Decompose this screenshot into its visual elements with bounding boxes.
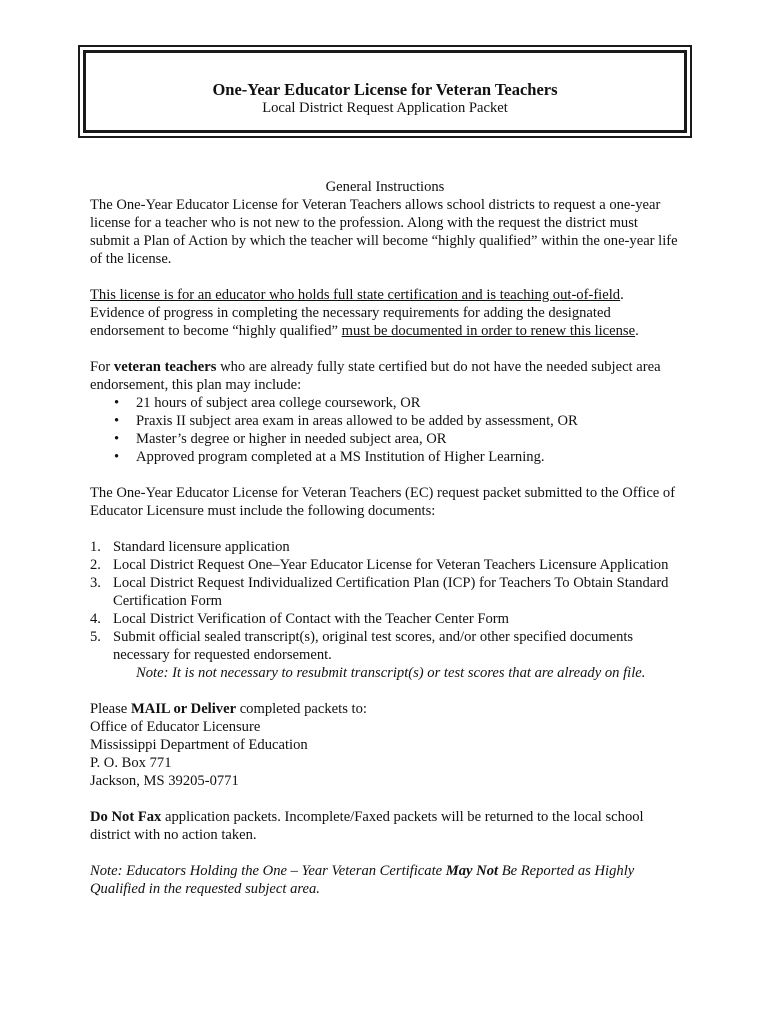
document-title: One-Year Educator License for Veteran Teachers (212, 80, 558, 99)
list-number: 1. (90, 539, 101, 555)
list-number: 2. (90, 557, 101, 573)
highly-qualified-note (90, 862, 680, 898)
transcripts-note: Note: It is not necessary to resubmit transcript(s) or test scores that are already on file. (136, 665, 646, 681)
list-item (90, 556, 680, 574)
bullet-icon: • (114, 395, 120, 411)
list-item (90, 394, 680, 412)
intro-paragraph: The One-Year Educator License for Veteran Teachers allows school districts to request a one-year license for a teacher who is not new to the profession. Along with the request the district must submit a Plan of Action by which the teacher will become “highly qualified” within the one-year life of the license. (90, 197, 678, 267)
address-line: P. O. Box 771 (90, 755, 172, 771)
license-requirement-underlined: This license is for an educator who holds full state certification and is teaching out-of-field (90, 287, 621, 303)
document-text: Local District Request Individualized Certification Plan (ICP) for Teachers To Obtain Standard Certification Form (113, 575, 669, 609)
mailing-address-block (90, 700, 680, 790)
list-item (90, 430, 680, 448)
list-item (90, 448, 680, 466)
veteran-teachers-paragraph (90, 358, 680, 394)
plan-option-text: Praxis II subject area exam in areas allowed to be added by assessment, OR (136, 413, 578, 429)
bullet-icon: • (114, 413, 120, 429)
plan-option-text: Master’s degree or higher in needed subject area, OR (136, 431, 447, 447)
address-line: Office of Educator Licensure (90, 719, 261, 735)
section-heading-general-instructions: General Instructions (325, 179, 445, 195)
document-text: Local District Request One–Year Educator License for Veteran Teachers Licensure Application (113, 557, 669, 573)
veteran-teachers-bold: veteran teachers (113, 359, 217, 375)
final-note-after: Be Reported as Highly Qualified in the requested subject area. (90, 863, 635, 897)
mail-text-after: completed packets to: (236, 701, 367, 717)
list-item (90, 412, 680, 430)
list-item (90, 628, 680, 664)
address-line: Jackson, MS 39205-0771 (90, 773, 239, 789)
address-line: Mississippi Department of Education (90, 737, 308, 753)
document-body (90, 178, 680, 916)
license-requirement-paragraph (90, 286, 680, 340)
veteran-text-after: who are already fully state certified but do not have the needed subject area endorsement, this plan may include: (90, 359, 661, 393)
bullet-icon: • (114, 449, 120, 465)
do-not-fax-text: application packets. Incomplete/Faxed packets will be returned to the local school district with no action taken. (90, 809, 644, 843)
final-note-before: Note: Educators Holding the One – Year Veteran Certificate (90, 863, 446, 879)
do-not-fax-paragraph (90, 808, 680, 844)
list-number: 5. (90, 629, 101, 645)
plan-option-text: 21 hours of subject area college coursework, OR (136, 395, 421, 411)
packet-requirements-paragraph: The One-Year Educator License for Veteran Teachers (EC) request packet submitted to the Office of Educator Licensure must include the following documents: (90, 485, 676, 519)
renewal-requirement-underlined: must be documented in order to renew this license (341, 323, 636, 339)
required-documents-list (90, 538, 680, 664)
document-subtitle: Local District Request Application Packet (262, 100, 508, 116)
title-box (78, 45, 692, 138)
list-item (90, 610, 680, 628)
may-not-bold: May Not (445, 863, 499, 879)
list-item (90, 574, 680, 610)
bullet-icon: • (114, 431, 120, 447)
do-not-fax-bold: Do Not Fax (90, 809, 162, 825)
veteran-text-before: For (90, 359, 114, 375)
mail-text-before: Please (90, 701, 131, 717)
plan-options-list (90, 394, 680, 466)
mail-or-deliver-bold: MAIL or Deliver (130, 701, 237, 717)
document-text: Local District Verification of Contact with the Teacher Center Form (113, 611, 509, 627)
list-number: 3. (90, 575, 101, 591)
title-box-inner (83, 50, 687, 133)
license-requirement-text: . Evidence of progress in completing the necessary requirements for adding the designated endorsement to become “highly qualified” (90, 287, 624, 339)
list-number: 4. (90, 611, 101, 627)
list-item (90, 538, 680, 556)
plan-option-text: Approved program completed at a MS Institution of Higher Learning. (136, 449, 545, 465)
license-requirement-end: . (635, 323, 639, 339)
document-text: Standard licensure application (113, 539, 290, 555)
document-text: Submit official sealed transcript(s), original test scores, and/or other specified documents necessary for requested endorsement. (113, 629, 634, 663)
